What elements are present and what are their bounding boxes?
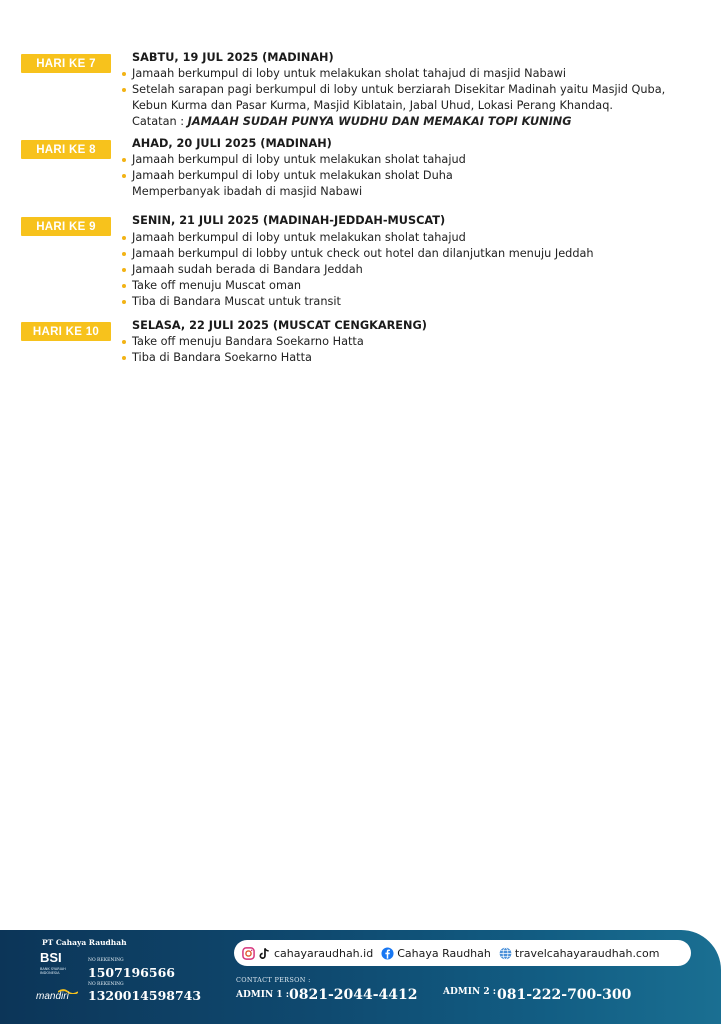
day-badge: HARI KE 9 xyxy=(21,217,111,236)
facebook-name: Cahaya Raudhah xyxy=(397,946,491,960)
day-activity-list xyxy=(122,334,712,366)
day-title: AHAD, 20 JULI 2025 (MADINAH) xyxy=(132,137,332,150)
mandiri-account-label: NO REKENING xyxy=(88,982,124,987)
bsi-logo: BSI xyxy=(40,950,62,965)
instagram-icon xyxy=(242,947,255,960)
day-badge: HARI KE 7 xyxy=(21,54,111,73)
admin2-phone[interactable]: 081-222-700-300 xyxy=(497,987,632,1003)
day-title: SENIN, 21 JULI 2025 (MADINAH-JEDDAH-MUSCAT) xyxy=(132,214,446,227)
admin2-label: ADMIN 2 : xyxy=(443,987,497,997)
bullet-icon xyxy=(122,158,126,162)
bullet-icon xyxy=(122,252,126,256)
list-item: Jamaah sudah berada di Bandara Jeddah xyxy=(122,262,712,278)
day-badge: HARI KE 10 xyxy=(21,322,111,341)
list-item: Setelah sarapan pagi berkumpul di loby untuk berziarah Disekitar Madinah yaitu Masjid Quba, xyxy=(122,82,712,98)
company-name: PT Cahaya Raudhah xyxy=(42,938,127,947)
bullet-icon xyxy=(122,300,126,304)
note-text: JAMAAH SUDAH PUNYA WUDHU DAN MEMAKAI TOPI KUNING xyxy=(187,115,572,128)
list-item: Tiba di Bandara Muscat untuk transit xyxy=(122,294,712,310)
day-title: SELASA, 22 JULI 2025 (MUSCAT CENGKARENG) xyxy=(132,319,427,332)
tiktok-icon xyxy=(258,947,271,960)
bullet-icon xyxy=(122,72,126,76)
list-item: Jamaah berkumpul di loby untuk melakukan sholat tahajud xyxy=(122,230,712,246)
bullet-icon xyxy=(122,88,126,92)
list-item: Jamaah berkumpul di loby untuk melakukan sholat Duha xyxy=(122,168,712,184)
bullet-icon xyxy=(122,268,126,272)
day-title: SABTU, 19 JUL 2025 (MADINAH) xyxy=(132,51,334,64)
mandiri-account-number: 1320014598743 xyxy=(88,988,202,1003)
bullet-icon xyxy=(122,236,126,240)
day-badge: HARI KE 8 xyxy=(21,140,111,159)
bullet-icon xyxy=(122,340,126,344)
social-bar xyxy=(234,940,691,966)
list-item: Take off menuju Bandara Soekarno Hatta xyxy=(122,334,712,350)
bsi-account-label: NO REKENING xyxy=(88,958,124,963)
list-item: Jamaah berkumpul di lobby untuk check out hotel dan dilanjutkan menuju Jeddah xyxy=(122,246,712,262)
list-item-continued: Kebun Kurma dan Pasar Kurma, Masjid Kiblatain, Jabal Uhud, Lokasi Perang Khandaq. xyxy=(132,99,613,112)
admin1-phone[interactable]: 0821-2044-4412 xyxy=(289,987,418,1003)
mandiri-logo: mandiri xyxy=(36,991,69,1002)
facebook-icon xyxy=(381,947,394,960)
globe-icon xyxy=(499,947,512,960)
bullet-icon xyxy=(122,284,126,288)
list-item: Jamaah berkumpul di loby untuk melakukan sholat tahajud di masjid Nabawi xyxy=(122,66,712,82)
list-item: Take off menuju Muscat oman xyxy=(122,278,712,294)
bsi-logo-subtitle: BANK SYARIAH INDONESIA xyxy=(40,967,66,975)
instagram-handle: cahayaraudhah.id xyxy=(274,946,374,960)
list-item: Jamaah berkumpul di loby untuk melakukan sholat tahajud xyxy=(122,152,712,168)
admin1-label: ADMIN 1 : xyxy=(236,990,290,1000)
footer xyxy=(0,930,721,1024)
bullet-icon xyxy=(122,356,126,360)
day-activity-list xyxy=(122,230,712,310)
day-activity-list xyxy=(122,66,712,130)
website-link[interactable] xyxy=(499,947,660,960)
website-url: travelcahayaraudhah.com xyxy=(514,946,660,960)
note-label: Catatan : xyxy=(132,115,185,128)
contact-person-label: CONTACT PERSON : xyxy=(236,976,311,984)
bullet-icon xyxy=(122,174,126,178)
list-item-continued: Memperbanyak ibadah di masjid Nabawi xyxy=(132,185,363,198)
instagram-link[interactable] xyxy=(242,947,373,960)
bsi-account-number: 1507196566 xyxy=(88,965,175,980)
list-item: Tiba di Bandara Soekarno Hatta xyxy=(122,350,712,366)
day-activity-list xyxy=(122,152,712,200)
facebook-link[interactable] xyxy=(381,947,491,960)
note-line xyxy=(122,114,712,130)
